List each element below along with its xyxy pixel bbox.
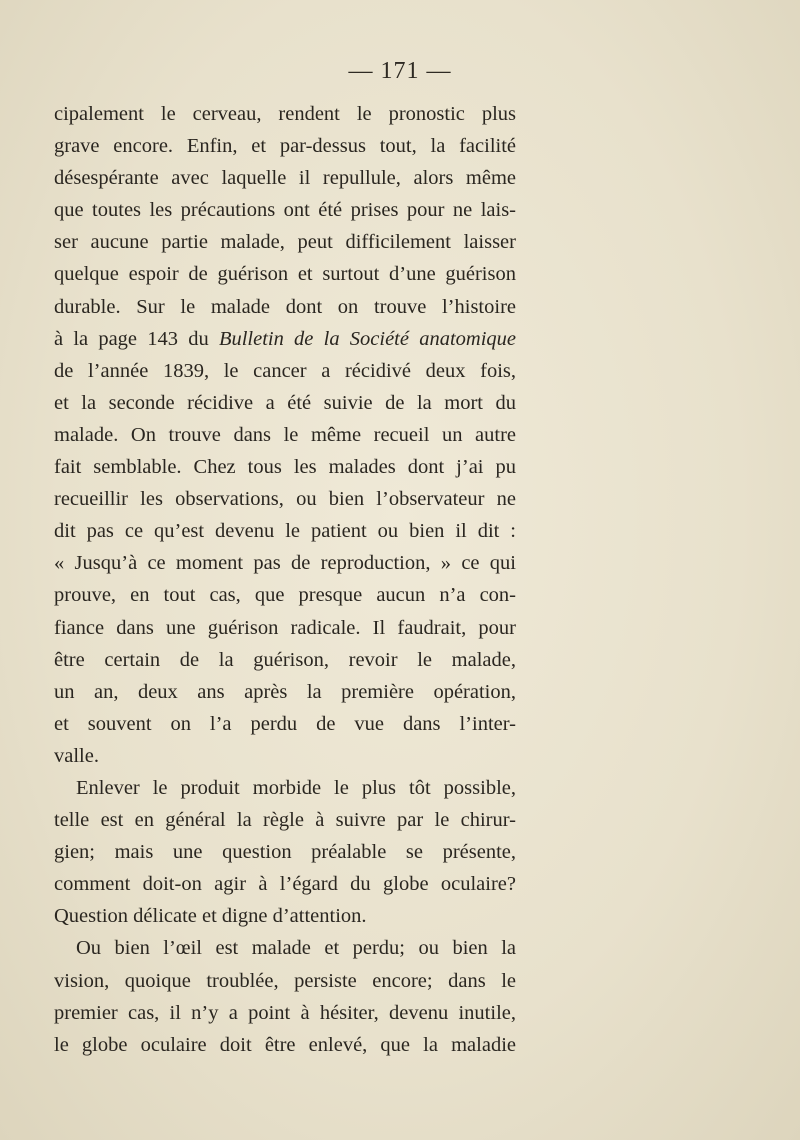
text-line: recueillir les observations, ou bien l’observateur ne xyxy=(54,488,516,511)
paragraph-end-line: Question délicate et digne d’attention. xyxy=(54,905,367,928)
text-line: cipalement le cerveau, rendent le pronostic plus xyxy=(54,103,516,125)
text-line: prouve, en tout cas, que presque aucun n’a con- xyxy=(54,584,516,607)
text-line: que toutes les précautions ont été prises pour ne lais- xyxy=(54,199,516,222)
text-line: telle est en général la règle à suivre par le chirur- xyxy=(54,809,516,832)
text-line: quelque espoir de guérison et surtout d’une guérison xyxy=(54,263,516,286)
text-line: ser aucune partie malade, peut difficilement laisser xyxy=(54,231,516,254)
journal-title: Bulletin de la Société anatomique xyxy=(218,327,516,350)
text-line: « Jusqu’à ce moment pas de reproduction, » ce qui xyxy=(54,552,516,575)
text-line: malade. On trouve dans le même recueil un autre xyxy=(54,423,516,446)
paragraph-start-line: Ou bien l’œil est malade et perdu; ou bien la xyxy=(76,937,516,960)
text-line: fait semblable. Chez tous les malades dont j’ai pu xyxy=(54,456,516,479)
paragraph-end-line: valle. xyxy=(54,744,99,767)
paragraph-start-line: Enlever le produit morbide le plus tôt possible, xyxy=(76,776,516,799)
text-line-with-citation xyxy=(54,323,516,355)
text-line: fiance dans une guérison radicale. Il faudrait, pour xyxy=(54,616,516,639)
text-line: grave encore. Enfin, et par-dessus tout, la facilité xyxy=(54,135,516,158)
text-line: être certain de la guérison, revoir le malade, xyxy=(54,648,516,671)
text-line: de l’année 1839, le cancer a récidivé deux fois, xyxy=(54,359,516,382)
page-number-header: — 171 — xyxy=(348,58,452,84)
text-line: et la seconde récidive a été suivie de la mort du xyxy=(54,391,516,414)
text-line: vision, quoique troublée, persiste encore; dans le xyxy=(54,969,516,992)
text-line: le globe oculaire doit être enlevé, que la maladie xyxy=(54,1033,516,1056)
text-line: comment doit-on agir à l’égard du globe oculaire? xyxy=(54,873,516,896)
text-line: premier cas, il n’y a point à hésiter, devenu inutile, xyxy=(54,1001,516,1024)
text-line: désespérante avec laquelle il repullule, alors même xyxy=(54,167,516,190)
text-line: durable. Sur le malade dont on trouve l’histoire xyxy=(54,295,516,318)
text-line: dit pas ce qu’est devenu le patient ou bien il dit : xyxy=(54,520,516,543)
text-line: et souvent on l’a perdu de vue dans l’inter- xyxy=(54,712,516,735)
text-line: un an, deux ans après la première opération, xyxy=(54,680,516,703)
body-text xyxy=(54,98,516,1061)
citation-prefix: à la page 143 du xyxy=(54,327,219,350)
text-line: gien; mais une question préalable se présente, xyxy=(54,841,516,864)
